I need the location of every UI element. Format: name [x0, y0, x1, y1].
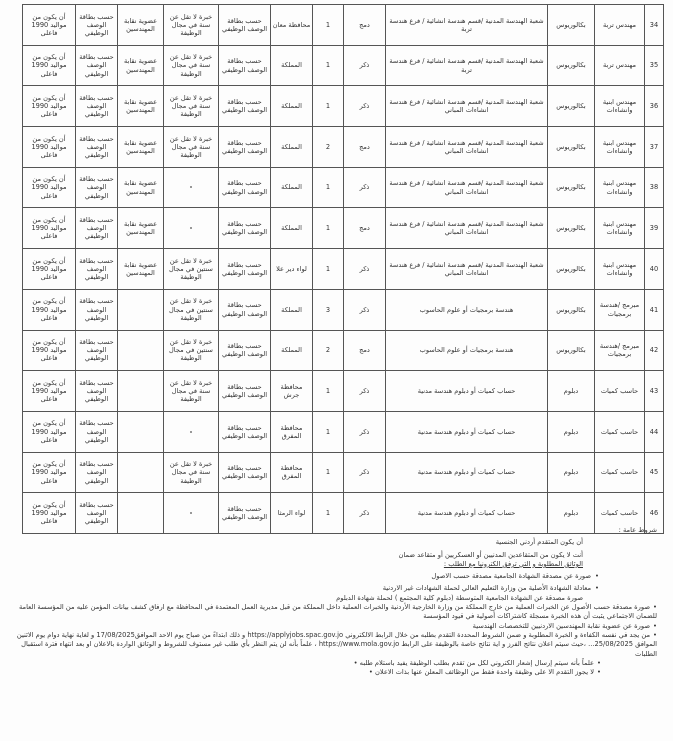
cell-row-number: 45: [645, 452, 664, 493]
table-row: [23, 411, 664, 452]
cell-row-number: 35: [645, 45, 664, 86]
cell-degree: بكالوريوس: [548, 289, 595, 330]
cell-major: شعبة الهندسة المدنية /قسم هندسة انشائية / فرع هندسة انشاءات المباني: [386, 208, 548, 249]
document-item: صورة مصدقة عن الشهادة الجامعية المتوسطة (دبلوم كلية المجتمع ) لحملة شهادة الدبلوم: [336, 593, 583, 602]
cell-experience-requirement: حسب بطاقة الوصف الوظيفي: [219, 127, 271, 168]
cell-other-conditions: أن يكون من مواليد 1990 فاعلى: [23, 289, 76, 330]
cell-experience-requirement: حسب بطاقة الوصف الوظيفي: [219, 167, 271, 208]
cell-job-title: مهندس ابنية وانشاءات: [595, 208, 645, 249]
cell-major: شعبة الهندسة المدنية /قسم هندسة انشائية / فرع هندسة انشاءات المباني: [386, 249, 548, 290]
cell-experience-requirement: حسب بطاقة الوصف الوظيفي: [219, 493, 271, 534]
note-item: • علماً بأنه سيتم إرسال إشعار الكتروني لكل من تقدم بطلب الوظيفة يفيد باستلام طلبه •: [6, 659, 661, 668]
cell-job-title: مهندس ابنية وانشاءات: [595, 127, 645, 168]
cell-skills-requirement: حسب بطاقة الوصف الوظيفي: [76, 411, 118, 452]
cell-vacancies-count: 2: [313, 330, 344, 371]
cell-job-title: مبرمج /هندسة برمجيات: [595, 330, 645, 371]
cell-membership-requirement: عضوية نقابة المهندسين: [118, 86, 164, 127]
cell-membership-requirement: عضوية نقابة المهندسين: [118, 45, 164, 86]
condition-not-retired: أنت لا يكون من المتقاعدين المدنيين أو العسكريين أو متقاعد ضمان: [398, 550, 583, 559]
cell-applicant-type: ذكر: [344, 86, 386, 127]
cell-vacancies-count: 1: [313, 411, 344, 452]
cell-other-conditions: أن يكون من مواليد 1990 فاعلى: [23, 493, 76, 534]
cell-other-conditions: أن يكون من مواليد 1990 فاعلى: [23, 452, 76, 493]
cell-experience-years: خبرة لا تقل عن سنة في مجال الوظيفة: [164, 452, 219, 493]
cell-membership-requirement: عضوية نقابة المهندسين: [118, 208, 164, 249]
cell-experience-years: خبرة لا تقل عن سنة في مجال الوظيفة: [164, 371, 219, 412]
cell-applicant-type: ذكر: [344, 45, 386, 86]
cell-experience-requirement: حسب بطاقة الوصف الوظيفي: [219, 371, 271, 412]
cell-experience-years: خبرة لا تقل عن سنتين في مجال الوظيفة: [164, 289, 219, 330]
cell-applicant-type: ذكر: [344, 493, 386, 534]
cell-location: محافظة معان: [271, 5, 313, 46]
cell-location: محافظة جرش: [271, 371, 313, 412]
cell-location: المملكة: [271, 86, 313, 127]
cell-applicant-type: ذكر: [344, 289, 386, 330]
document-item: • معادلة الشهادة الأصلية من وزارة التعليم العالي لحملة الشهادات غير الاردنية: [6, 584, 661, 593]
general-conditions: [6, 526, 661, 677]
cell-skills-requirement: حسب بطاقة الوصف الوظيفي: [76, 493, 118, 534]
cell-other-conditions: أن يكون من مواليد 1990 فاعلى: [23, 86, 76, 127]
cell-vacancies-count: 1: [313, 167, 344, 208]
cell-location: محافظة المفرق: [271, 452, 313, 493]
table-row: [23, 5, 664, 46]
cell-job-title: مهندس ابنية وانشاءات: [595, 167, 645, 208]
table-row: [23, 86, 664, 127]
cell-experience-requirement: حسب بطاقة الوصف الوظيفي: [219, 45, 271, 86]
cell-row-number: 40: [645, 249, 664, 290]
cell-skills-requirement: حسب بطاقة الوصف الوظيفي: [76, 208, 118, 249]
cell-other-conditions: أن يكون من مواليد 1990 فاعلى: [23, 208, 76, 249]
cell-degree: بكالوريوس: [548, 208, 595, 249]
cell-degree: بكالوريوس: [548, 249, 595, 290]
cell-vacancies-count: 1: [313, 5, 344, 46]
table-row: [23, 127, 664, 168]
cell-row-number: 42: [645, 330, 664, 371]
cell-degree: دبلوم: [548, 371, 595, 412]
cell-location: لواء الرمثا: [271, 493, 313, 534]
cell-experience-years: -: [164, 208, 219, 249]
cell-row-number: 37: [645, 127, 664, 168]
cell-membership-requirement: [118, 289, 164, 330]
cell-applicant-type: ذكر: [344, 452, 386, 493]
cell-experience-years: خبرة لا تقل عن سنة في مجال الوظيفة: [164, 5, 219, 46]
table-row: [23, 45, 664, 86]
condition-nationality: أن يكون المتقدم أردني الجنسية: [495, 538, 583, 547]
cell-vacancies-count: 2: [313, 127, 344, 168]
cell-membership-requirement: عضوية نقابة المهندسين: [118, 5, 164, 46]
cell-location: المملكة: [271, 330, 313, 371]
cell-major: هندسة برمجيات أو علوم الحاسوب: [386, 289, 548, 330]
cell-degree: بكالوريوس: [548, 330, 595, 371]
cell-degree: دبلوم: [548, 411, 595, 452]
documents-heading: الوثائق المطلوبة و التي ترفق الكترونيا مع الطلب :: [443, 559, 583, 568]
cell-other-conditions: أن يكون من مواليد 1990 فاعلى: [23, 45, 76, 86]
cell-experience-years: خبرة لا تقل عن سنتين في مجال الوظيفة: [164, 330, 219, 371]
cell-experience-years: خبرة لا تقل عن سنة في مجال الوظيفة: [164, 86, 219, 127]
table-row: [23, 249, 664, 290]
cell-vacancies-count: 1: [313, 493, 344, 534]
cell-row-number: 44: [645, 411, 664, 452]
cell-experience-requirement: حسب بطاقة الوصف الوظيفي: [219, 86, 271, 127]
cell-degree: دبلوم: [548, 493, 595, 534]
table-row: [23, 371, 664, 412]
cell-job-title: حاسب كميات: [595, 411, 645, 452]
cell-skills-requirement: حسب بطاقة الوصف الوظيفي: [76, 452, 118, 493]
document-item: • صورة عن عضوية نقابة المهندسين الاردنيين للتخصصات الهندسية: [6, 622, 661, 631]
cell-experience-years: خبرة لا تقل عن سنة في مجال الوظيفة: [164, 127, 219, 168]
application-instructions: • من يجد في نفسه الكفاءة و الخبرة المطلوبة و ضمن الشروط المحددة التقدم بطلبه من خلال الرابط الالكتروني https://applyjobs.spac.gov.jo و ذلك ابتداءً من صباح يوم الاحد الموافق17/08/2025 و لغاية نهاية دوام يوم الاثنين الموافق 25/08/2025... ،حيث سيتم اعلان نتائج الفرز و اية نتائج خاصة بالوظيفة على الرابط https://www.mola.gov.jo ، علماً بأنه لن يتم النظر بأي طلب غير مستوف للشروط و الوثائق الواردة بالاعلان او بعد انتهاء فترة استقبال الطلبات: [6, 631, 661, 659]
note-item: • لا يجوز التقدم الا على وظيفة واحدة فقط من الوظائف المعلن عنها بذات الاعلان •: [6, 668, 661, 677]
cell-degree: بكالوريوس: [548, 167, 595, 208]
cell-job-title: مهندس تربة: [595, 45, 645, 86]
cell-experience-requirement: حسب بطاقة الوصف الوظيفي: [219, 289, 271, 330]
cell-skills-requirement: حسب بطاقة الوصف الوظيفي: [76, 371, 118, 412]
cell-skills-requirement: حسب بطاقة الوصف الوظيفي: [76, 289, 118, 330]
cell-degree: بكالوريوس: [548, 5, 595, 46]
cell-skills-requirement: حسب بطاقة الوصف الوظيفي: [76, 249, 118, 290]
cell-applicant-type: دمج: [344, 330, 386, 371]
cell-degree: بكالوريوس: [548, 86, 595, 127]
table-row: [23, 167, 664, 208]
cell-applicant-type: دمج: [344, 208, 386, 249]
cell-location: محافظة المفرق: [271, 411, 313, 452]
cell-other-conditions: أن يكون من مواليد 1990 فاعلى: [23, 167, 76, 208]
cell-membership-requirement: عضوية نقابة المهندسين: [118, 167, 164, 208]
cell-degree: دبلوم: [548, 452, 595, 493]
cell-membership-requirement: [118, 452, 164, 493]
cell-applicant-type: ذكر: [344, 167, 386, 208]
cell-membership-requirement: عضوية نقابة المهندسين: [118, 249, 164, 290]
cell-experience-requirement: حسب بطاقة الوصف الوظيفي: [219, 452, 271, 493]
cell-membership-requirement: [118, 411, 164, 452]
cell-row-number: 39: [645, 208, 664, 249]
cell-experience-years: خبرة لا تقل عن سنة في مجال الوظيفة: [164, 45, 219, 86]
table-row: [23, 289, 664, 330]
cell-experience-years: -: [164, 411, 219, 452]
cell-vacancies-count: 1: [313, 208, 344, 249]
cell-row-number: 38: [645, 167, 664, 208]
cell-row-number: 36: [645, 86, 664, 127]
cell-job-title: حاسب كميات: [595, 493, 645, 534]
cell-row-number: 46: [645, 493, 664, 534]
cell-location: المملكة: [271, 208, 313, 249]
cell-major: حساب كميات أو دبلوم هندسة مدنية: [386, 371, 548, 412]
cell-location: المملكة: [271, 167, 313, 208]
cell-applicant-type: ذكر: [344, 371, 386, 412]
cell-job-title: مهندس تربة: [595, 5, 645, 46]
cell-job-title: مهندس ابنية وانشاءات: [595, 86, 645, 127]
cell-job-title: مهندس ابنية وانشاءات: [595, 249, 645, 290]
cell-job-title: حاسب كميات: [595, 452, 645, 493]
cell-membership-requirement: عضوية نقابة المهندسين: [118, 127, 164, 168]
cell-experience-requirement: حسب بطاقة الوصف الوظيفي: [219, 5, 271, 46]
cell-other-conditions: أن يكون من مواليد 1990 فاعلى: [23, 249, 76, 290]
cell-other-conditions: أن يكون من مواليد 1990 فاعلى: [23, 371, 76, 412]
cell-experience-requirement: حسب بطاقة الوصف الوظيفي: [219, 208, 271, 249]
cell-skills-requirement: حسب بطاقة الوصف الوظيفي: [76, 127, 118, 168]
cell-applicant-type: دمج: [344, 127, 386, 168]
cell-major: شعبة الهندسة المدنية /قسم هندسة انشائية / فرع هندسة تربة: [386, 5, 548, 46]
cell-skills-requirement: حسب بطاقة الوصف الوظيفي: [76, 5, 118, 46]
cell-experience-requirement: حسب بطاقة الوصف الوظيفي: [219, 411, 271, 452]
document-item: • صورة عن مصدقة الشهادة الجامعية مصدقة حسب الاصول: [6, 572, 661, 581]
cell-other-conditions: أن يكون من مواليد 1990 فاعلى: [23, 411, 76, 452]
cell-location: المملكة: [271, 127, 313, 168]
jobs-table: [22, 4, 664, 534]
cell-experience-requirement: حسب بطاقة الوصف الوظيفي: [219, 249, 271, 290]
cell-vacancies-count: 1: [313, 45, 344, 86]
table-row: [23, 330, 664, 371]
cell-vacancies-count: 1: [313, 371, 344, 412]
cell-experience-years: -: [164, 493, 219, 534]
cell-job-title: حاسب كميات: [595, 371, 645, 412]
cell-applicant-type: ذكر: [344, 249, 386, 290]
cell-degree: بكالوريوس: [548, 45, 595, 86]
cell-skills-requirement: حسب بطاقة الوصف الوظيفي: [76, 167, 118, 208]
cell-skills-requirement: حسب بطاقة الوصف الوظيفي: [76, 330, 118, 371]
cell-vacancies-count: 1: [313, 452, 344, 493]
cell-major: حساب كميات أو دبلوم هندسة مدنية: [386, 493, 548, 534]
cell-experience-years: -: [164, 167, 219, 208]
cell-other-conditions: أن يكون من مواليد 1990 فاعلى: [23, 5, 76, 46]
cell-job-title: مبرمج /هندسة برمجيات: [595, 289, 645, 330]
cell-row-number: 43: [645, 371, 664, 412]
cell-skills-requirement: حسب بطاقة الوصف الوظيفي: [76, 45, 118, 86]
cell-membership-requirement: [118, 371, 164, 412]
cell-applicant-type: ذكر: [344, 411, 386, 452]
cell-vacancies-count: 1: [313, 86, 344, 127]
cell-other-conditions: أن يكون من مواليد 1990 فاعلى: [23, 127, 76, 168]
cell-vacancies-count: 1: [313, 249, 344, 290]
cell-location: المملكة: [271, 289, 313, 330]
cell-row-number: 34: [645, 5, 664, 46]
cell-row-number: 41: [645, 289, 664, 330]
cell-major: شعبة الهندسة المدنية /قسم هندسة انشائية / فرع هندسة انشاءات المباني: [386, 127, 548, 168]
table-row: [23, 452, 664, 493]
cell-experience-requirement: حسب بطاقة الوصف الوظيفي: [219, 330, 271, 371]
conditions-heading: شروط عامة :: [618, 526, 657, 534]
cell-major: شعبة الهندسة المدنية /قسم هندسة انشائية / فرع هندسة انشاءات المباني: [386, 86, 548, 127]
cell-membership-requirement: [118, 330, 164, 371]
cell-major: شعبة الهندسة المدنية /قسم هندسة انشائية / فرع هندسة تربة: [386, 45, 548, 86]
cell-location: لواء دير علا: [271, 249, 313, 290]
cell-major: حساب كميات أو دبلوم هندسة مدنية: [386, 452, 548, 493]
cell-applicant-type: دمج: [344, 5, 386, 46]
cell-major: حساب كميات أو دبلوم هندسة مدنية: [386, 411, 548, 452]
cell-location: المملكة: [271, 45, 313, 86]
cell-skills-requirement: حسب بطاقة الوصف الوظيفي: [76, 86, 118, 127]
cell-degree: بكالوريوس: [548, 127, 595, 168]
cell-other-conditions: أن يكون من مواليد 1990 فاعلى: [23, 330, 76, 371]
cell-experience-years: خبرة لا تقل عن سنتين في مجال الوظيفة: [164, 249, 219, 290]
cell-major: هندسة برمجيات أو علوم الحاسوب: [386, 330, 548, 371]
table-row: [23, 208, 664, 249]
document-item: • صورة مصدقة حسب الأصول عن الخبرات العملية من خارج المملكة من وزارة الخارجية الأردنية والخبرات العملية داخل المملكة من قبل مديرية العمل المعتمدة في المحافظة مع ارفاق كشف بيانات المؤمن عليه من المؤسسة العامة للضمان الاجتماعي يثبت أن هذه الخبرة مسجلة كاشتراكات أصولية في قيود المؤسسة: [6, 603, 661, 622]
cell-major: شعبة الهندسة المدنية /قسم هندسة انشائية / فرع هندسة انشاءات المباني: [386, 167, 548, 208]
cell-vacancies-count: 3: [313, 289, 344, 330]
